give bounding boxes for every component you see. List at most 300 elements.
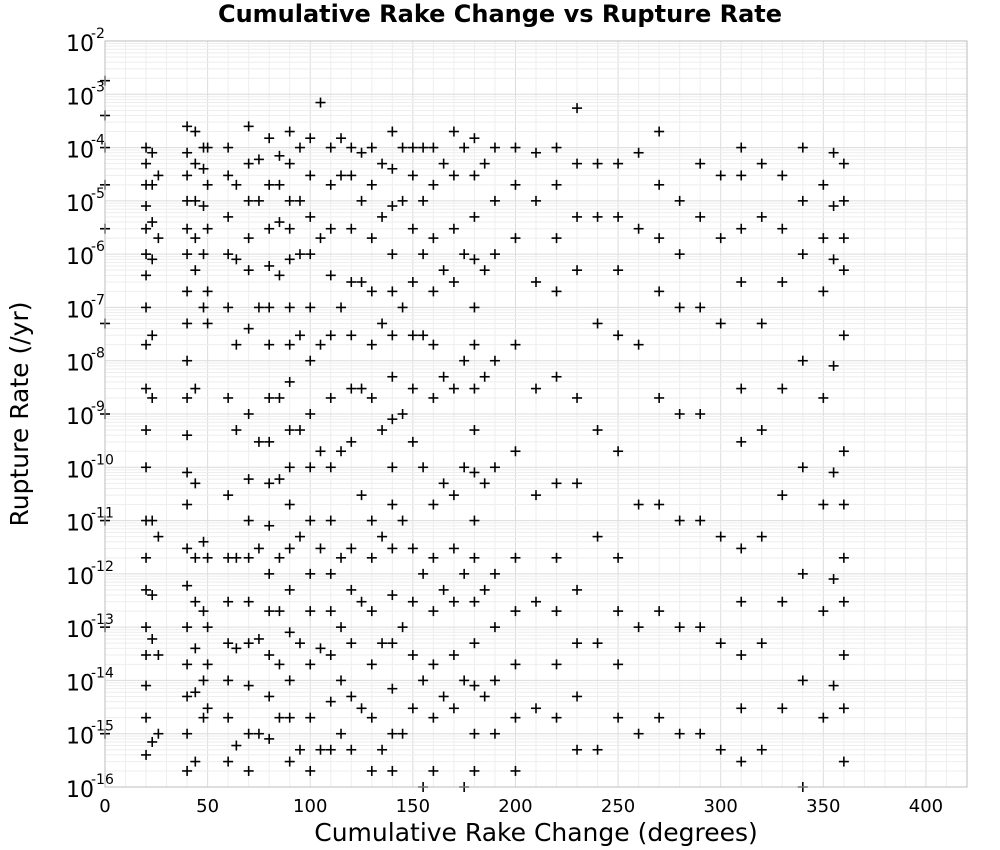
data-point: [367, 180, 377, 190]
y-tick-label: [66, 79, 105, 110]
data-point: [552, 659, 562, 669]
data-point: [141, 585, 151, 595]
data-point: [736, 437, 746, 447]
data-point: [274, 713, 284, 723]
data-point: [141, 249, 151, 259]
data-point: [510, 659, 520, 669]
data-point: [675, 249, 685, 259]
data-point: [182, 393, 192, 403]
data-point: [572, 691, 582, 701]
data-point: [490, 196, 500, 206]
data-point: [572, 585, 582, 595]
y-tick-exponent: -8: [91, 345, 105, 362]
data-point: [439, 691, 449, 701]
data-point: [736, 597, 746, 607]
data-point: [387, 543, 397, 553]
data-point: [295, 532, 305, 542]
data-point: [593, 318, 603, 328]
data-point: [326, 462, 336, 472]
data-point: [316, 745, 326, 755]
data-point: [439, 265, 449, 275]
data-point: [695, 409, 705, 419]
data-point: [182, 766, 192, 776]
data-point: [254, 543, 264, 553]
data-point: [182, 622, 192, 632]
data-point: [141, 159, 151, 169]
data-point: [316, 233, 326, 243]
data-point: [439, 159, 449, 169]
data-point: [316, 643, 326, 653]
data-point: [264, 180, 274, 190]
data-point: [357, 384, 367, 394]
data-point: [634, 622, 644, 632]
data-point: [408, 384, 418, 394]
data-point: [777, 703, 787, 713]
data-point: [295, 330, 305, 340]
data-point: [244, 516, 254, 526]
data-point: [398, 516, 408, 526]
data-point: [336, 622, 346, 632]
data-point: [777, 490, 787, 500]
data-point: [490, 143, 500, 153]
y-tick-exponent: -2: [91, 26, 105, 42]
data-point: [757, 425, 767, 435]
data-point: [408, 143, 418, 153]
data-point: [398, 729, 408, 739]
data-point: [203, 180, 213, 190]
data-point: [346, 170, 356, 180]
data-point: [254, 437, 264, 447]
data-point: [141, 340, 151, 350]
data-point: [418, 675, 428, 685]
data-point: [336, 133, 346, 143]
data-point: [552, 478, 562, 488]
data-point: [428, 606, 438, 616]
y-tick-exponent: -10: [91, 452, 114, 469]
data-point: [190, 597, 200, 607]
data-point: [377, 532, 387, 542]
data-point: [572, 393, 582, 403]
data-point: [613, 212, 623, 222]
data-point: [449, 224, 459, 234]
data-point: [572, 265, 582, 275]
data-point: [190, 196, 200, 206]
data-point: [182, 249, 192, 259]
data-point: [531, 277, 541, 287]
data-point: [695, 302, 705, 312]
data-point: [449, 597, 459, 607]
data-point: [459, 675, 469, 685]
data-point: [531, 196, 541, 206]
data-point: [244, 597, 254, 607]
data-point: [613, 713, 623, 723]
data-point: [274, 553, 284, 563]
data-point: [285, 340, 295, 350]
data-point: [141, 270, 151, 280]
y-tick-exponent: -9: [91, 399, 105, 415]
data-point: [147, 217, 157, 227]
data-point: [367, 286, 377, 296]
data-point: [695, 159, 705, 169]
data-point: [613, 330, 623, 340]
data-point: [469, 170, 479, 180]
data-point: [839, 500, 849, 510]
data-point: [147, 393, 157, 403]
data-point: [285, 302, 295, 312]
data-point: [346, 143, 356, 153]
data-point: [675, 196, 685, 206]
data-point: [510, 143, 520, 153]
data-point: [839, 553, 849, 563]
data-point: [336, 729, 346, 739]
data-point: [428, 233, 438, 243]
data-point: [490, 675, 500, 685]
data-point: [305, 170, 315, 180]
data-point: [326, 697, 336, 707]
data-point: [634, 224, 644, 234]
data-point: [572, 212, 582, 222]
data-point: [572, 638, 582, 648]
data-point: [469, 302, 479, 312]
data-point: [264, 569, 274, 579]
data-point: [387, 249, 397, 259]
data-point: [469, 597, 479, 607]
data-point: [141, 553, 151, 563]
data-point: [346, 745, 356, 755]
y-tick-base: 10: [66, 32, 94, 57]
data-point: [839, 159, 849, 169]
data-point: [480, 159, 490, 169]
data-point: [418, 330, 428, 340]
data-point: [839, 330, 849, 340]
data-point: [141, 302, 151, 312]
data-point: [190, 643, 200, 653]
data-point: [377, 212, 387, 222]
data-point: [428, 713, 438, 723]
y-tick-label: [66, 399, 105, 430]
data-point: [203, 622, 213, 632]
data-point: [510, 766, 520, 776]
data-point: [480, 372, 490, 382]
data-point: [675, 622, 685, 632]
data-point: [818, 606, 828, 616]
data-point: [367, 233, 377, 243]
data-point: [531, 490, 541, 500]
data-point: [305, 356, 315, 366]
y-tick-exponent: -6: [91, 239, 105, 256]
data-point: [285, 675, 295, 685]
data-point: [264, 691, 274, 701]
data-point: [326, 569, 336, 579]
data-point: [190, 553, 200, 563]
data-point: [141, 750, 151, 760]
data-point: [510, 553, 520, 563]
data-point: [459, 356, 469, 366]
data-point: [408, 543, 418, 553]
data-point: [695, 622, 705, 632]
data-point: [531, 597, 541, 607]
data-point: [336, 446, 346, 456]
data-point: [675, 729, 685, 739]
data-point: [223, 170, 233, 180]
data-point: [190, 265, 200, 275]
data-point: [274, 606, 284, 616]
data-point: [285, 713, 295, 723]
data-point: [182, 500, 192, 510]
x-axis-label: Cumulative Rake Change (degrees): [314, 818, 758, 847]
chart-title: Cumulative Rake Change vs Rupture Rate: [217, 0, 783, 28]
data-point: [141, 143, 151, 153]
data-point: [387, 729, 397, 739]
data-point: [839, 757, 849, 767]
data-point: [798, 143, 808, 153]
data-point: [510, 340, 520, 350]
data-point: [593, 212, 603, 222]
x-tick-label: 350: [806, 796, 841, 817]
data-point: [223, 393, 233, 403]
y-tick-base: 10: [66, 351, 94, 377]
data-point: [449, 127, 459, 137]
data-point: [449, 543, 459, 553]
data-point: [839, 703, 849, 713]
data-point: [367, 553, 377, 563]
data-point: [305, 133, 315, 143]
data-point: [387, 164, 397, 174]
data-point: [839, 446, 849, 456]
data-point: [654, 606, 664, 616]
data-point: [716, 318, 726, 328]
y-tick-exponent: -7: [91, 292, 105, 309]
data-point: [469, 133, 479, 143]
data-point: [552, 553, 562, 563]
y-tick-exponent: -15: [91, 718, 114, 735]
data-point: [367, 516, 377, 526]
data-point: [326, 745, 336, 755]
data-point: [613, 159, 623, 169]
y-tick-base: 10: [66, 191, 94, 217]
data-point: [153, 729, 163, 739]
data-point: [336, 675, 346, 685]
data-point: [387, 127, 397, 137]
data-point: [316, 543, 326, 553]
data-point: [469, 212, 479, 222]
data-point: [295, 425, 305, 435]
x-tick-label: 400: [908, 796, 944, 817]
data-point: [757, 212, 767, 222]
data-point: [480, 691, 490, 701]
data-point: [398, 622, 408, 632]
data-point: [428, 286, 438, 296]
data-point: [654, 500, 664, 510]
data-point: [141, 713, 151, 723]
y-tick-base: 10: [66, 298, 94, 324]
data-point: [675, 302, 685, 312]
data-point: [469, 340, 479, 350]
data-point: [675, 516, 685, 526]
data-point: [231, 643, 241, 653]
data-point: [203, 286, 213, 296]
data-point: [153, 170, 163, 180]
data-point: [203, 553, 213, 563]
data-point: [408, 277, 418, 287]
data-point: [387, 638, 397, 648]
data-point: [439, 585, 449, 595]
data-point: [757, 745, 767, 755]
data-point: [357, 703, 367, 713]
data-point: [490, 356, 500, 366]
data-point: [593, 638, 603, 648]
data-point: [326, 393, 336, 403]
data-point: [346, 691, 356, 701]
y-tick-base: 10: [66, 618, 94, 644]
data-point: [244, 409, 254, 419]
data-point: [798, 675, 808, 685]
data-point: [305, 462, 315, 472]
data-point: [418, 249, 428, 259]
data-point: [716, 638, 726, 648]
data-point: [428, 143, 438, 153]
x-tick-label: 300: [703, 796, 738, 817]
data-point: [634, 729, 644, 739]
data-point: [141, 462, 151, 472]
data-point: [716, 170, 726, 180]
data-point: [367, 606, 377, 616]
data-point: [654, 713, 664, 723]
data-point: [428, 393, 438, 403]
data-point: [613, 553, 623, 563]
data-point: [490, 249, 500, 259]
data-point: [593, 159, 603, 169]
data-point: [199, 249, 209, 259]
data-point: [531, 703, 541, 713]
data-point: [223, 757, 233, 767]
data-point: [141, 622, 151, 632]
data-point: [418, 569, 428, 579]
data-point: [449, 490, 459, 500]
data-point: [408, 224, 418, 234]
data-point: [654, 180, 664, 190]
y-tick-base: 10: [66, 671, 94, 697]
data-point: [223, 302, 233, 312]
data-point: [190, 159, 200, 169]
data-point: [190, 384, 200, 394]
data-point: [480, 478, 490, 488]
y-tick-exponent: -11: [91, 505, 114, 522]
data-point: [190, 757, 200, 767]
data-point: [346, 277, 356, 287]
data-point: [459, 569, 469, 579]
data-point: [305, 659, 315, 669]
data-point: [459, 462, 469, 472]
data-point: [552, 286, 562, 296]
data-point: [377, 159, 387, 169]
data-point: [736, 143, 746, 153]
data-point: [377, 745, 387, 755]
data-point: [634, 340, 644, 350]
data-point: [531, 384, 541, 394]
data-point: [223, 713, 233, 723]
data-point: [346, 638, 356, 648]
data-point: [818, 180, 828, 190]
data-point: [757, 532, 767, 542]
data-point: [428, 553, 438, 563]
data-point: [357, 277, 367, 287]
data-point: [147, 330, 157, 340]
data-point: [316, 340, 326, 350]
data-point: [285, 425, 295, 435]
data-point: [387, 330, 397, 340]
data-point: [141, 224, 151, 234]
data-point: [398, 196, 408, 206]
data-point: [367, 713, 377, 723]
data-point: [439, 478, 449, 488]
data-point: [285, 224, 295, 234]
data-point: [449, 650, 459, 660]
data-point: [305, 409, 315, 419]
y-tick-label: [66, 346, 105, 377]
data-point: [428, 500, 438, 510]
data-point: [572, 103, 582, 113]
y-tick-exponent: -12: [91, 558, 114, 575]
data-point: [199, 164, 209, 174]
data-point: [326, 650, 336, 660]
data-point: [199, 675, 209, 685]
y-tick-base: 10: [66, 724, 94, 750]
data-point: [264, 340, 274, 350]
data-point: [757, 159, 767, 169]
data-point: [552, 180, 562, 190]
data-point: [305, 606, 315, 616]
data-point: [428, 340, 438, 350]
data-point: [326, 224, 336, 234]
data-point: [274, 270, 284, 280]
data-point: [695, 212, 705, 222]
data-point: [264, 393, 274, 403]
data-point: [818, 500, 828, 510]
data-point: [552, 372, 562, 382]
data-point: [695, 516, 705, 526]
data-point: [552, 233, 562, 243]
data-point: [326, 516, 336, 526]
data-point: [367, 766, 377, 776]
data-point: [231, 180, 241, 190]
data-point: [377, 318, 387, 328]
data-point: [777, 224, 787, 234]
data-point: [182, 356, 192, 366]
data-point: [326, 143, 336, 153]
data-point: [777, 597, 787, 607]
data-point: [199, 606, 209, 616]
data-point: [357, 490, 367, 500]
data-point: [480, 265, 490, 275]
y-tick-exponent: -14: [91, 665, 114, 682]
data-point: [449, 277, 459, 287]
data-point: [336, 553, 346, 563]
data-point: [203, 318, 213, 328]
data-point: [736, 650, 746, 660]
data-point: [346, 585, 356, 595]
data-point: [274, 393, 284, 403]
data-point: [469, 638, 479, 648]
data-point: [398, 302, 408, 312]
data-point: [469, 384, 479, 394]
data-point: [387, 462, 397, 472]
data-point: [510, 233, 520, 243]
data-point: [736, 703, 746, 713]
data-point: [326, 180, 336, 190]
data-point: [244, 324, 254, 334]
data-point: [654, 286, 664, 296]
